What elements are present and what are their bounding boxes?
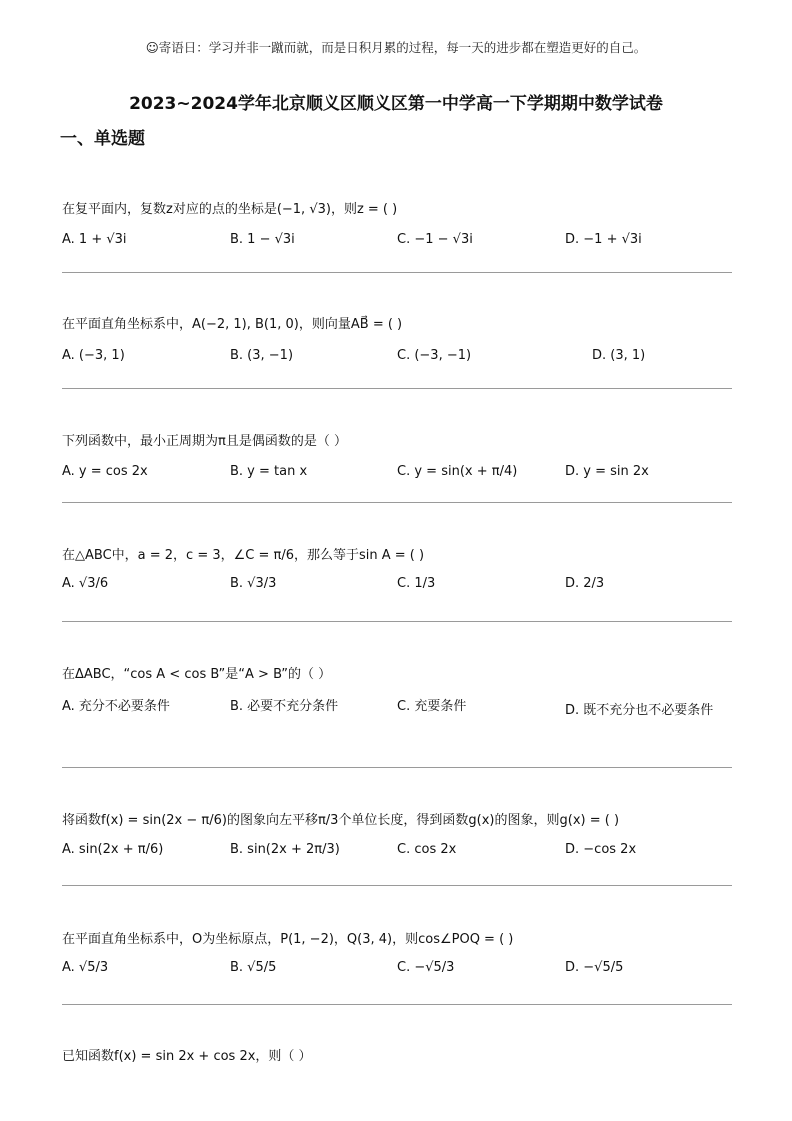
- question-4-option-a: A. √3/6: [62, 576, 109, 591]
- divider: [62, 767, 732, 768]
- divider: [62, 885, 732, 886]
- question-4-stem: 在△ABC中，a = 2，c = 3，∠C = π/6，那么等于sin A = ( ): [62, 548, 425, 563]
- question-1-stem: 在复平面内，复数z对应的点的坐标是(−1, √3)，则z = ( ): [62, 202, 398, 217]
- question-7-option-d: D. −√5/5: [565, 960, 624, 975]
- question-1-option-c: C. −1 − √3i: [397, 232, 473, 247]
- question-5-option-d: D. 既不充分也不必要条件: [565, 703, 714, 718]
- question-5-stem: 在ΔABC，“cos A < cos B”是“A > B”的（ ）: [62, 667, 332, 682]
- question-1-option-b: B. 1 − √3i: [230, 232, 295, 247]
- divider: [62, 272, 732, 273]
- question-6-option-a: A. sin(2x + π/6): [62, 842, 164, 857]
- question-1-option-d: D. −1 + √3i: [565, 232, 642, 247]
- divider: [62, 1004, 732, 1005]
- question-7-stem: 在平面直角坐标系中，O为坐标原点，P(1, −2)，Q(3, 4)，则cos∠POQ = ( ): [62, 932, 514, 947]
- question-6-option-c: C. cos 2x: [397, 842, 457, 857]
- question-3-option-d: D. y = sin 2x: [565, 464, 649, 479]
- question-5-option-c: C. 充要条件: [397, 699, 467, 714]
- divider: [62, 502, 732, 503]
- question-4-option-c: C. 1/3: [397, 576, 436, 591]
- divider: [62, 621, 732, 622]
- question-7-option-b: B. √5/5: [230, 960, 277, 975]
- motto: ☺寄语日：学习并非一蹴而就，而是日积月累的过程，每一天的进步都在塑造更好的自己。: [145, 40, 647, 55]
- question-2-option-c: C. (−3, −1): [397, 348, 472, 363]
- question-4-option-b: B. √3/3: [230, 576, 277, 591]
- section-heading: 一、单选题: [60, 129, 145, 149]
- question-3-stem: 下列函数中，最小正周期为π且是偶函数的是（ ）: [62, 434, 347, 449]
- question-6-stem: 将函数f(x) = sin(2x − π/6)的图象向左平移π/3个单位长度，得到函数g(x)的图象，则g(x) = ( ): [62, 813, 620, 828]
- question-2-option-a: A. (−3, 1): [62, 348, 125, 363]
- question-4-option-d: D. 2/3: [565, 576, 605, 591]
- question-8-stem: 已知函数f(x) = sin 2x + cos 2x，则（ ）: [62, 1049, 312, 1064]
- question-3-option-a: A. y = cos 2x: [62, 464, 148, 479]
- question-3-option-c: C. y = sin(x + π/4): [397, 464, 518, 479]
- question-2-option-b: B. (3, −1): [230, 348, 294, 363]
- question-5-option-a: A. 充分不必要条件: [62, 699, 170, 714]
- question-7-option-a: A. √5/3: [62, 960, 109, 975]
- question-7-option-c: C. −√5/3: [397, 960, 455, 975]
- question-6-option-d: D. −cos 2x: [565, 842, 637, 857]
- exam-title: 2023~2024学年北京顺义区顺义区第一中学高一下学期期中数学试卷: [129, 94, 663, 114]
- question-1-option-a: A. 1 + √3i: [62, 232, 127, 247]
- question-6-option-b: B. sin(2x + 2π/3): [230, 842, 340, 857]
- divider: [62, 388, 732, 389]
- question-3-option-b: B. y = tan x: [230, 464, 308, 479]
- question-5-option-b: B. 必要不充分条件: [230, 699, 339, 714]
- question-2-stem: 在平面直角坐标系中，A(−2, 1), B(1, 0)，则向量AB⃗ = ( ): [62, 317, 403, 332]
- question-2-option-d: D. (3, 1): [592, 348, 646, 363]
